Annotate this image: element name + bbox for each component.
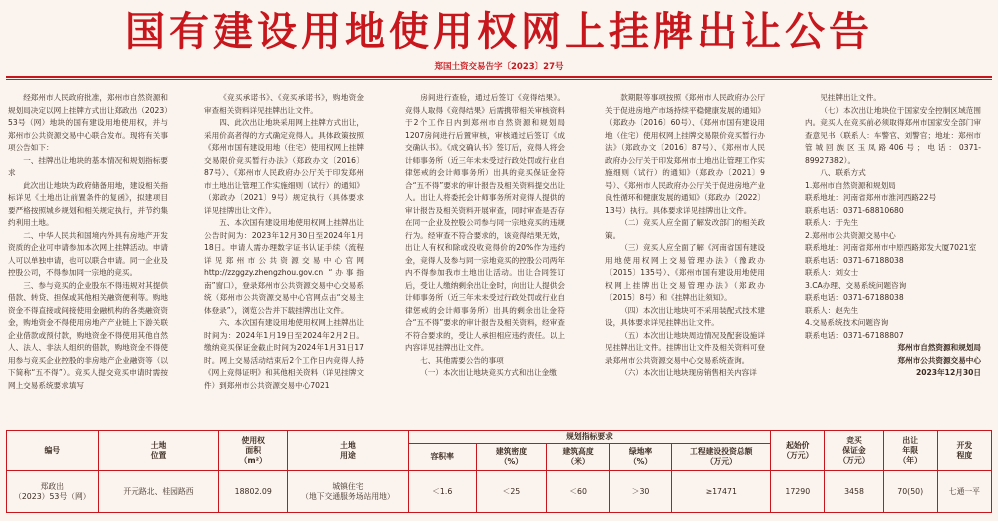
cell-investment: ≥17471 <box>672 471 771 513</box>
paragraph: 此次出让地块为政府储备用地，建设相关指标详见《土地出让前置条件的复函》，拟建项目要严格按照城乡规划和相关规定执行，并节约集约利用土地。 <box>8 180 168 227</box>
cell-density: ＜25 <box>476 471 547 513</box>
paragraph: 经郑州市人民政府批准，郑州市自然资源和规划局决定以网上挂牌方式出让郑政出（2023）53号（网）地块的国有建设用地使用权，并与郑州市公共资源交易中心联合发布。现将有关事项公告如下： <box>8 93 168 152</box>
paragraph: 联系人：刘女士 <box>805 268 859 277</box>
header-condition: 开发 程度 <box>937 431 991 471</box>
paragraph: 七、其他需要公告的事项 <box>420 355 504 365</box>
paragraph: （五）本次出让地块周边情况及配套设施详见挂牌出让文件。挂牌出让文件及相关资料可登录郑州市公共资源交易中心交易系统查询。 <box>605 330 765 365</box>
header-density: 建筑密度 （%） <box>476 444 547 471</box>
page-title: 国有建设用地使用权网上挂牌出让公告 <box>125 9 873 55</box>
paragraph: 联系电话：0371-67188038 <box>805 293 904 302</box>
paragraph: 八、联系方式 <box>820 168 866 177</box>
header-use: 土地 用途 <box>288 431 409 471</box>
paragraph: 五、本次国有建设用地使用权网上挂牌出让公告时间为：2023年12月30日至2024年1月18日。申请人需办理数字证书认证手续（流程详见郑州市公共资源交易中心官网 http://zzggzy.zhengzhou.gov.cn “办事指南”窗口），登录郑州市公共资源交易中心交易系统（郑州市公共资源交易中心官网点击“交易主体登录”），浏览公告并下载挂牌出让文件。 <box>204 218 364 315</box>
paragraph: （二）竞买人应全面了解发改部门的相关政策。 <box>605 218 765 240</box>
paragraph: 联系电话：0371-68810680 <box>805 205 904 215</box>
cell-start-price: 17290 <box>771 471 825 513</box>
signature-line: 2023年12月30日 <box>915 368 981 377</box>
header-area: 使用权 面积 （m²） <box>219 431 288 471</box>
paragraph: 联系电话：0371-67188038 <box>805 255 904 265</box>
paragraph: 联系电话：0371-67188807 <box>805 330 904 340</box>
text-column-4 <box>605 92 765 428</box>
paragraph: 房间进行查验，通过后签订《竞得结果》。竞得人取得《竞得结果》后需携带相关审核资料于2个工作日内到郑州市自然资源和规划局1207房间进行后置审核，审核通过后签订《成交确认书》。《成交确认书》签订后，竞得人将会计师事务所（近三年未未受过行政处罚或行业自律惩戒的会计师事务所）出具的竞买保证金符合“五不得”要求的审计报告及相关资料提交出让人。出让人将委托会计师事务所对竞得人提供的审计报告及相关资料开展审查，同时审查是否存在同一企业及控股公司参与同一宗地竞买的违规行为。经审查不符合要求的，该竞得结果无效，出让人有权和除或没收竞得价的20%作为违约金，竞得人及参与同一宗地竞买的控股公司两年内不得参加我市土地出让活动。出让合同签订后，受让人缴纳剩余出让金时，向出让人提供会计师事务所（近三年未未受过行政处罚或行业自律惩戒的会计师事务所）出具的剩余出让金符合“五不得”要求的审计报告及相关资料，经审查不符合要求的，受让人承担相应违约责任。以上内容详见挂牌出让文件。 <box>405 93 565 352</box>
top-divider <box>6 76 992 78</box>
header-location: 土地 位置 <box>98 431 219 471</box>
header-start-price: 起始价 （万元） <box>771 431 825 471</box>
top-divider-thin <box>6 79 992 80</box>
paragraph: 二、中华人民共和国境内外具有房地产开发资质的企业可申请参加本次网上挂牌活动。申请人可以单独申请，也可以联合申请。同一企业及控股公司，不得参加同一宗地的竞买。 <box>8 230 168 277</box>
paragraph: （一）本次出让地块竞买方式和出让金缴 <box>420 368 557 377</box>
paragraph: 4.交易系统技术问题咨询 <box>805 318 889 327</box>
header-code: 编号 <box>7 431 99 471</box>
cell-use: 城镇住宅 （地下交通服务场站用地） <box>288 471 409 513</box>
cell-deposit: 3458 <box>825 471 883 513</box>
paragraph: 1.郑州市自然资源和规划局 <box>805 180 896 190</box>
header-plot-ratio: 容积率 <box>408 444 476 471</box>
paragraph: 联系人：赵先生 <box>805 305 859 315</box>
paragraph: 《竞买承诺书》、《竞买承诺书》，购地资金审查相关资料详见挂牌出让文件。 <box>204 93 364 115</box>
text-column-1 <box>8 92 168 428</box>
cell-green: ＞30 <box>609 471 671 513</box>
paragraph: 3.CA办理、交易系统问题咨询 <box>805 280 907 290</box>
header-deposit: 竞买 保证金 （万元） <box>825 431 883 471</box>
paragraph: （三）竞买人应全面了解《河南省国有建设用地使用权网上交易管理办法》（豫政办〔2015〕135号）、《郑州市国有建设用地使用权网上挂牌出让交易管理办法》（郑政办〔2015〕8号）和《挂牌出让须知》。 <box>605 243 765 302</box>
cell-term: 70(50) <box>883 471 937 513</box>
paragraph: 联系地址：河南省郑州市中原西路郑发大厦7021室 <box>805 243 977 252</box>
cell-code: 郑政出 （2023）53号（网） <box>7 471 99 513</box>
header-height: 建筑高度 （米） <box>547 444 609 471</box>
text-column-5 <box>805 92 981 428</box>
paragraph: （四）本次出让地块可不采用装配式技术建设，具体要求详见挂牌出让文件。 <box>605 305 765 327</box>
header-investment: 工程建设投资总额 （万元） <box>672 444 771 471</box>
paragraph: 2.郑州市公共资源交易中心 <box>805 230 896 240</box>
header-term: 出让 年限 （年） <box>883 431 937 471</box>
header-green: 绿地率 （%） <box>609 444 671 471</box>
parcel-table <box>6 430 992 513</box>
paragraph: 四、此次出让地块采用网上挂牌方式出让，采用价高者得的方式确定竞得人。具体政策按照《郑州市国有建设用地（住宅）使用权网上挂牌交易限价竞买暂行办法》（郑政办文〔2016〕87号）、《郑州市人民政府办公厅关于印发郑州市土地出让管理工作实施细则（试行）的通知》（郑政办〔2021〕9号）规定执行（具体要求详见挂牌出让文件）。 <box>204 118 364 215</box>
signature-line: 郑州市自然资源和规划局 <box>897 343 981 352</box>
paragraph: 六、本次国有建设用地使用权网上挂牌出让时间为：2024年1月19日至2024年2月2日。缴纳竞买保证金截止时间为2024年1月31日17时。网上交易活动结束后2个工作日内竞得人持《网上竞得证明》和其他相关资料（详见挂牌文件）到郑州市公共资源交易中心7021 <box>204 318 364 390</box>
cell-location: 开元路北、桂园路西 <box>98 471 219 513</box>
announcement-number: 郑国土资交易告字〔2023〕27号 <box>434 62 564 72</box>
cell-height: ＜60 <box>547 471 609 513</box>
paragraph: 联系地址：河南省郑州市淮河西路22号 <box>805 193 937 202</box>
table-row <box>7 471 992 513</box>
paragraph: （六）本次出让地块现房销售相关内容详 <box>620 368 757 377</box>
header-planning: 规划指标要求 <box>408 431 770 444</box>
paragraph: （七）本次出让地块位于国家安全控制区域范围内。竞买人在竞买前必须取得郑州市国家安全部门审查意见书（联系人：车警官、刘警官；地址：郑州市管城回族区玉凤路406号；电话：0371-89927382）。 <box>805 105 981 165</box>
paragraph: 联系人：于先生 <box>805 218 859 227</box>
cell-area: 18802.09 <box>219 471 288 513</box>
cell-condition: 七通一平 <box>937 471 991 513</box>
cell-plot-ratio: ＜1.6 <box>408 471 476 513</box>
paragraph: 一、挂牌出让地块的基本情况和规划指标要求 <box>8 155 168 177</box>
paragraph: 见挂牌出让文件。 <box>820 93 881 102</box>
text-column-2 <box>204 92 364 428</box>
paragraph: 三、参与竞买的企业股东不得违规对其提供借款、转贷、担保或其他相关融资便利等。购地资金不得直接或间接使用金融机构的各类融资资金，购地资金不得使用房地产产业链上下游关联企业借款或预付款，购地资金不得使用其他自然人、法人、非法人组织的借款，购地资金不得使用参与竞买企业控股的非房地产企业融资等（以下简称“五不得”）。竞买人提交竞买申请时需按网上交易系统要求填写 <box>8 280 168 390</box>
signature-line: 郑州市公共资源交易中心 <box>897 355 981 365</box>
text-column-3 <box>405 92 565 428</box>
paragraph: 款期限等事项按照《郑州市人民政府办公厅关于促进房地产市场持续平稳健康发展的通知》（郑政办〔2016〕60号）、《郑州市国有建设用地（住宅）使用权网上挂牌交易限价竞买暂行办法》（郑政办文〔2016〕87号）、《郑州市人民政府办公厅关于印发郑州市土地出让管理工作实施细则（试行）的通知》（郑政办〔2021〕9号）、《郑州市人民政府办公厅关于促进房地产业良性循环和健康发展的通知》（郑政办〔2022〕13号）执行。具体要求详见挂牌出让文件。 <box>605 93 765 215</box>
